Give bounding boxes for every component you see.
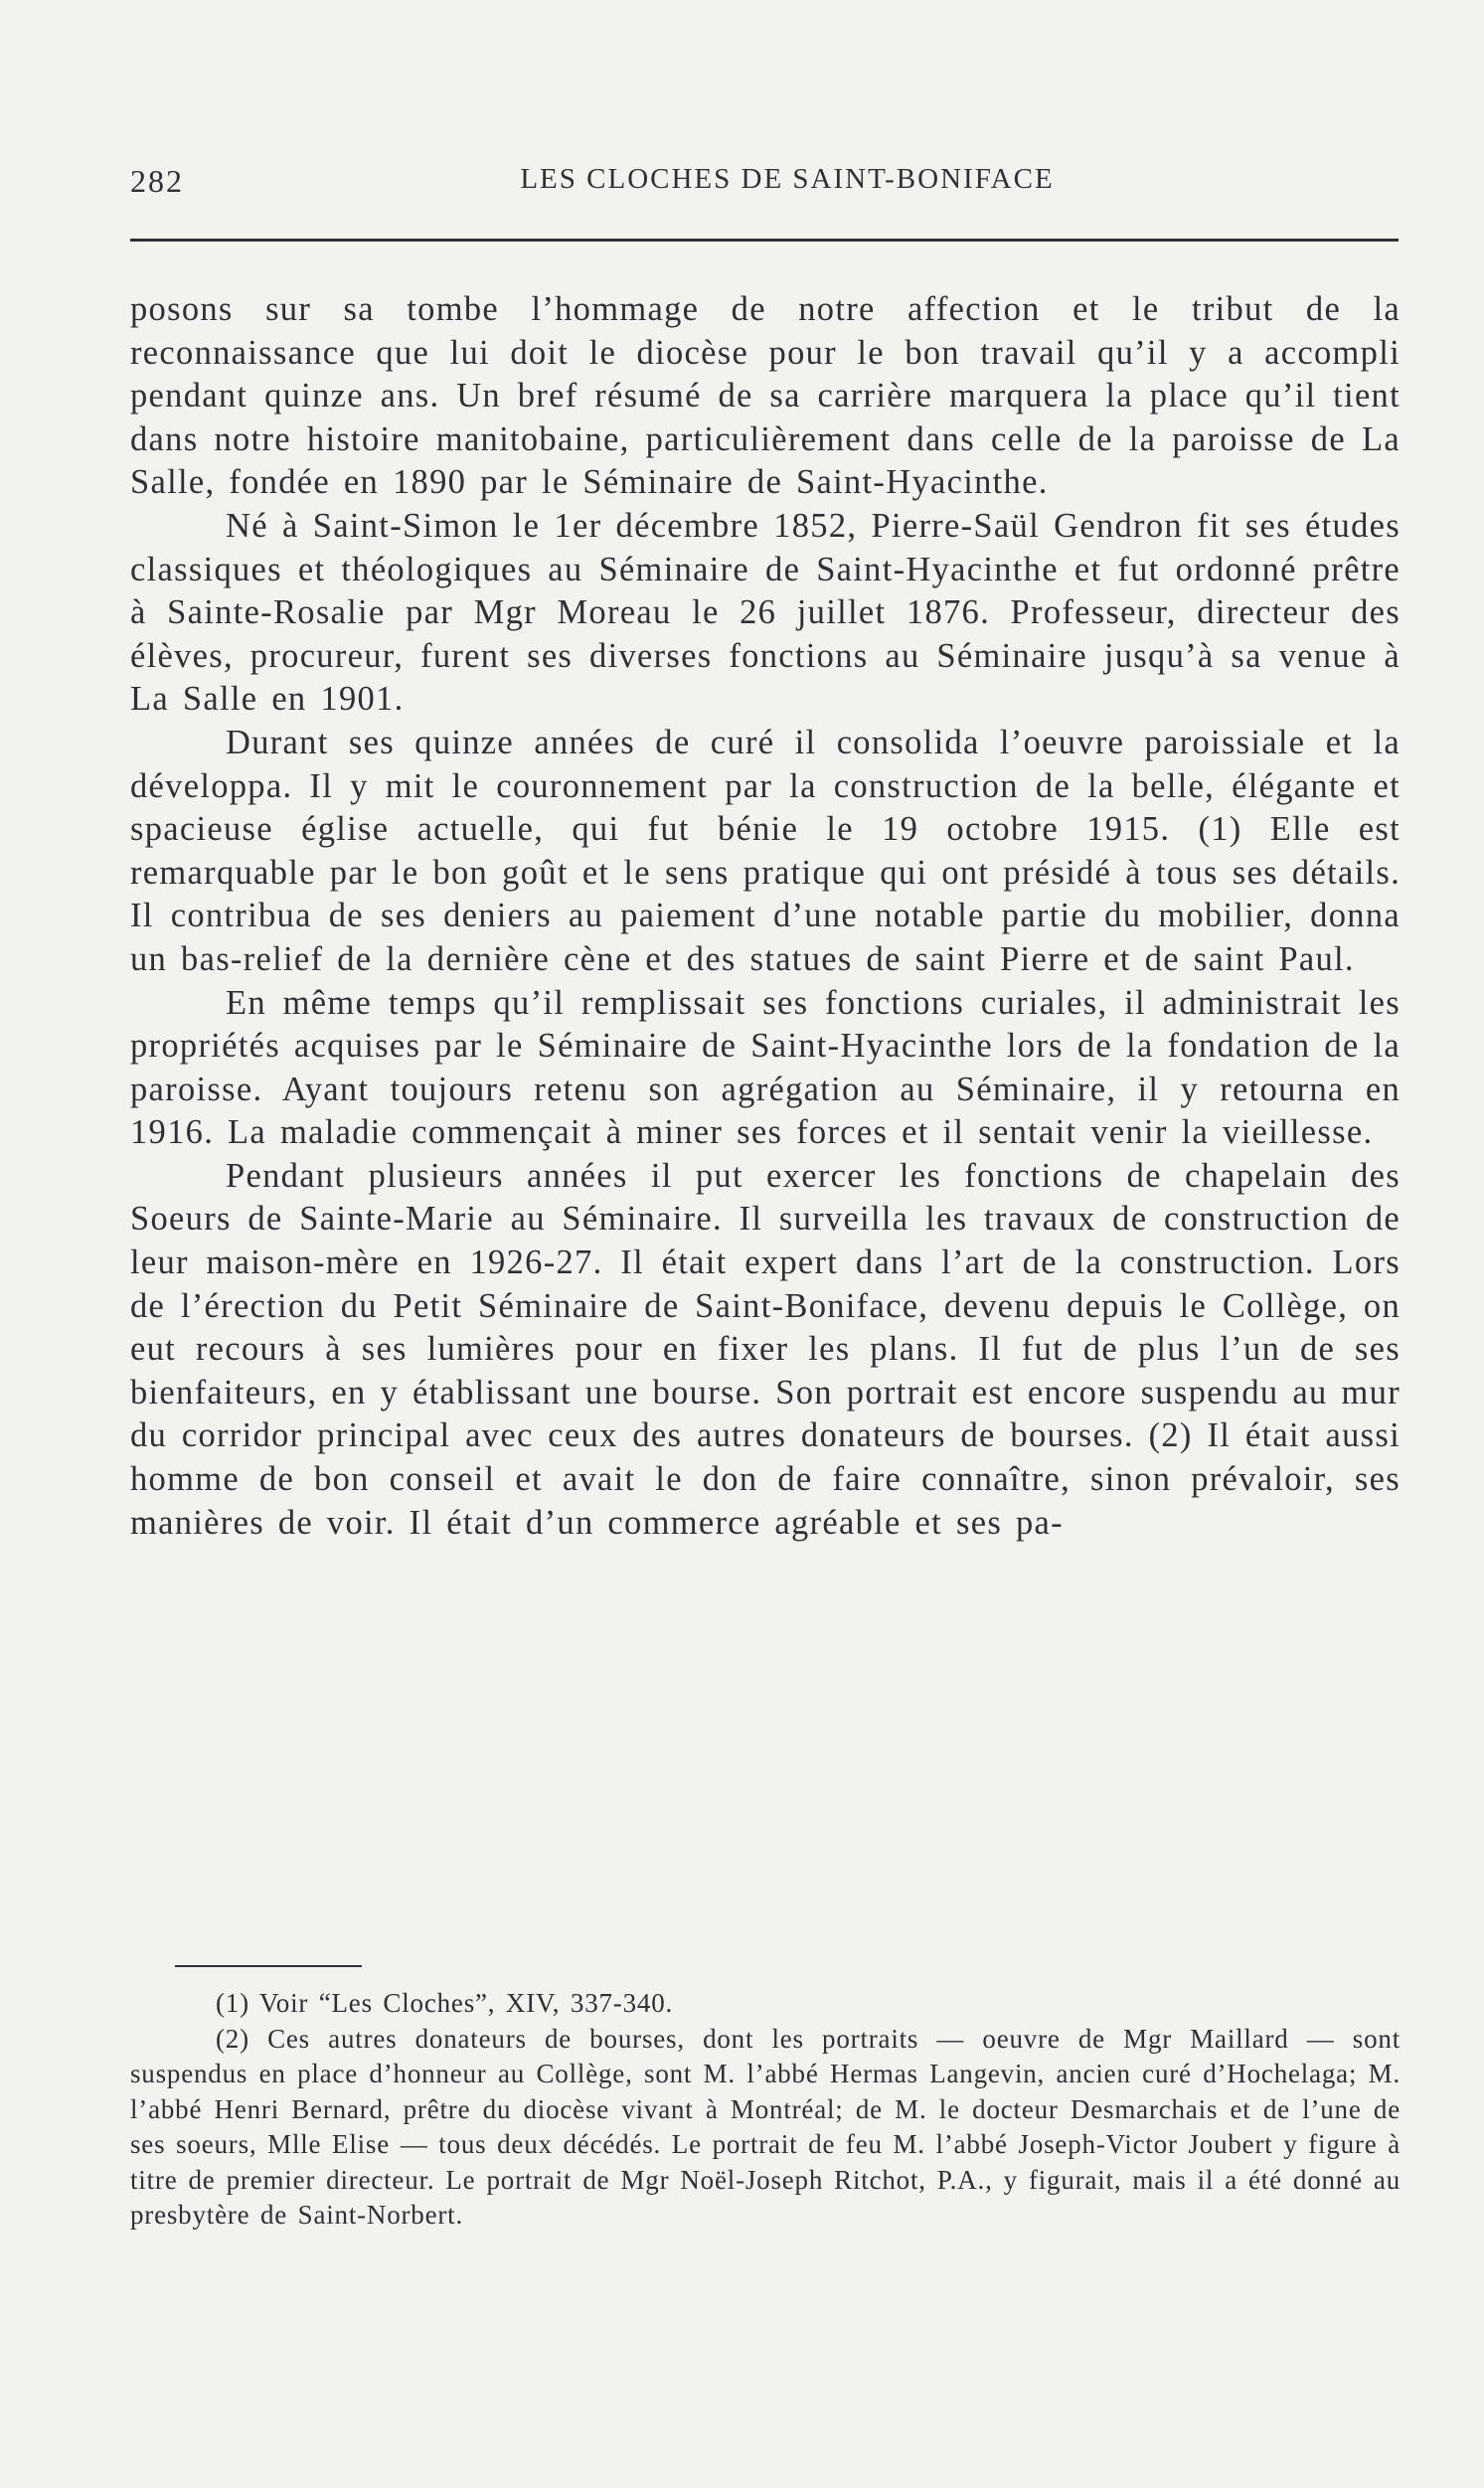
header-rule <box>130 239 1399 242</box>
footnote: (1) Voir “Les Cloches”, XIV, 337-340. <box>216 1988 674 2018</box>
paragraph: posons sur sa tombe l’hommage de notre affection et le tribut de la reconnaissance que lui doit le diocèse pour le bon travail qu’il y a accompli pendant quinze ans. Un bref résumé de sa carrière marquera la place qu’il tient dans notre histoire manitobaine, particulièrement dans celle de la paroisse de La Salle, fondée en 1890 par le Séminaire de Saint-Hyacinthe. <box>130 290 1401 502</box>
paragraph: Durant ses quinze années de curé il consolida l’oeuvre paroissiale et la développa. Il y mit le couronnement par la construction de la belle, élégante et spacieuse église actuelle, qui fut bénie le 19 octobre 1915. (1) Elle est remarquable par le bon goût et le sens pratique qui ont présidé à tous ses détails. Il contribua de ses deniers au paiement d’une notable partie du mobilier, donna un bas-relief de la dernière cène et des statues de saint Pierre et de saint Paul. <box>130 723 1401 978</box>
page-header <box>130 159 1404 199</box>
paragraph: Pendant plusieurs années il put exercer les fonctions de chapelain des Soeurs de Sainte-Marie au Séminaire. Il surveilla les travaux de construction de leur maison-mère en 1926-27. Il était expert dans l’art de la construction. Lors de l’érection du Petit Séminaire de Saint-Boniface, devenu depuis le Collège, on eut recours à ses lumières pour en fixer les plans. Il fut de plus l’un de ses bienfaiteurs, en y établissant une bourse. Son portrait est encore suspendu au mur du corridor principal avec ceux des autres donateurs de bourses. (2) Il était aussi homme de bon conseil et avait le don de faire connaître, sinon prévaloir, ses manières de voir. Il était d’un commerce agréable et ses pa- <box>130 1156 1401 1542</box>
body-text <box>130 288 1401 1545</box>
paragraph: Né à Saint-Simon le 1er décembre 1852, Pierre-Saül Gendron fit ses études classiques et théologiques au Séminaire de Saint-Hyacinthe et fut ordonné prêtre à Sainte-Rosalie par Mgr Moreau le 26 juillet 1876. Professeur, directeur des élèves, procureur, furent ses diverses fonctions au Séminaire jusqu’à sa venue à La Salle en 1901. <box>130 506 1401 719</box>
footnotes <box>130 1986 1401 2234</box>
footnote-rule <box>175 1965 362 1967</box>
footnote: (2) Ces autres donateurs de bourses, dont les portraits — oeuvre de Mgr Maillard — sont suspendus en place d’honneur au Collège, sont M. l’abbé Hermas Langevin, ancien curé d’Hochelaga; M. l’abbé Henri Bernard, prêtre du diocèse vivant à Montréal; de M. le docteur Desmarchais et de l’une de ses soeurs, Mlle Elise — tous deux décédés. Le portrait de feu M. l’abbé Joseph-Victor Joubert y figure à titre de premier directeur. Le portrait de Mgr Noël-Joseph Ritchot, P.A., y figurait, mais il a été donné au presbytère de Saint-Norbert. <box>130 2023 1401 2230</box>
running-title: LES CLOCHES DE SAINT-BONIFACE <box>520 163 1055 195</box>
page-number: 282 <box>130 163 184 199</box>
paragraph: En même temps qu’il remplissait ses fonctions curiales, il administrait les propriétés acquises par le Séminaire de Saint-Hyacinthe lors de la fondation de la paroisse. Ayant toujours retenu son agrégation au Séminaire, il y retourna en 1916. La maladie commençait à miner ses forces et il sentait venir la vieillesse. <box>130 983 1401 1152</box>
